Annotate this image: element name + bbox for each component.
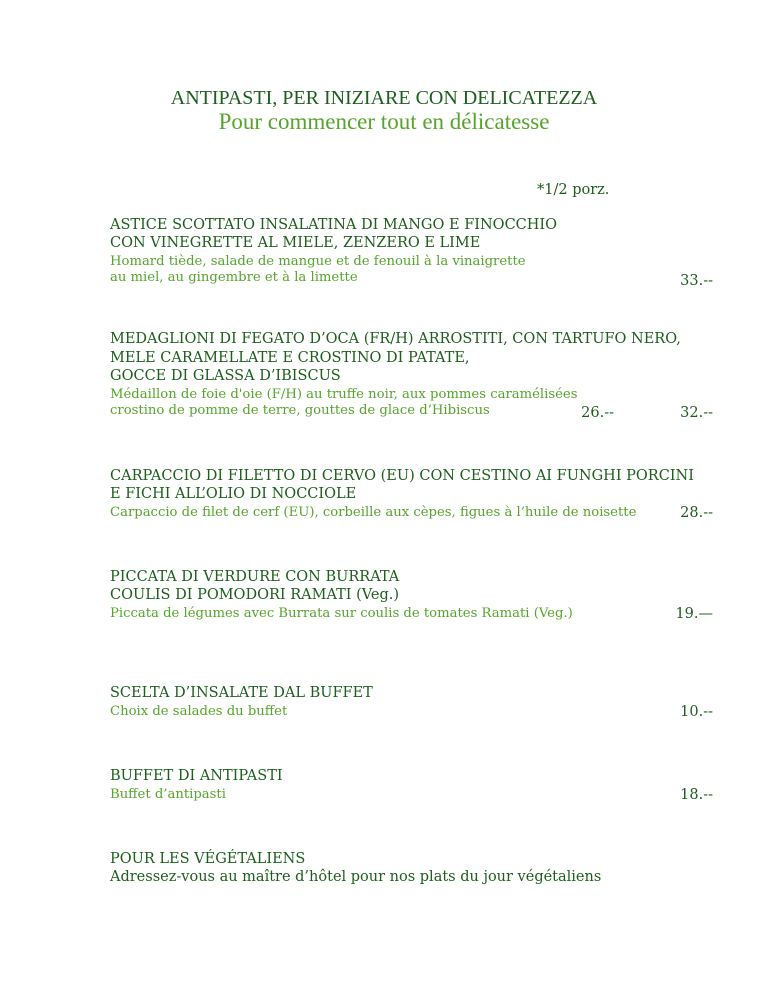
item-name: SCELTA D’INSALATE DAL BUFFET bbox=[110, 685, 373, 701]
item-name: PICCATA DI VERDURE CON BURRATA bbox=[110, 569, 400, 585]
page-title: ANTIPASTI, PER INIZIARE CON DELICATEZZA bbox=[170, 87, 598, 109]
item-price: 33.-- bbox=[680, 273, 713, 289]
page-subtitle: Pour commencer tout en délicatesse bbox=[218, 109, 550, 134]
item-price: 19.— bbox=[675, 606, 713, 622]
vegan-title: POUR LES VÉGÉTALIENS bbox=[110, 851, 306, 867]
item-description: Carpaccio de filet de cerf (EU), corbeille aux cèpes, figues à l’huile de noisette bbox=[110, 505, 637, 520]
item-description: Choix de salades du buffet bbox=[110, 704, 288, 719]
vegan-text: Adressez-vous au maître d’hôtel pour nos plats du jour végétaliens bbox=[110, 869, 602, 885]
item-description: crostino de pomme de terre, gouttes de glace d’Hibiscus bbox=[110, 403, 490, 418]
item-price: 10.-- bbox=[680, 704, 713, 720]
item-description: Piccata de légumes avec Burrata sur coulis de tomates Ramati (Veg.) bbox=[110, 606, 573, 621]
item-name: CON VINEGRETTE AL MIELE, ZENZERO E LIME bbox=[110, 235, 481, 251]
item-name: CARPACCIO DI FILETTO DI CERVO (EU) CON CESTINO AI FUNGHI PORCINI bbox=[110, 468, 694, 484]
item-description: Homard tiède, salade de mangue et de fenouil à la vinaigrette bbox=[110, 254, 526, 269]
item-name: ASTICE SCOTTATO INSALATINA DI MANGO E FINOCCHIO bbox=[110, 217, 558, 233]
item-description: Médaillon de foie d'oie (F/H) au truffe noir, aux pommes caramélisées bbox=[110, 387, 578, 402]
item-name: MELE CARAMELLATE E CROSTINO DI PATATE, bbox=[110, 350, 470, 366]
item-description: Buffet d’antipasti bbox=[110, 787, 226, 802]
item-price: 18.-- bbox=[680, 787, 713, 803]
item-description: au miel, au gingembre et à la limette bbox=[110, 270, 358, 285]
item-half-price: 26.-- bbox=[581, 405, 614, 421]
item-name: BUFFET DI ANTIPASTI bbox=[110, 768, 283, 784]
item-name: COULIS DI POMODORI RAMATI (Veg.) bbox=[110, 587, 400, 603]
item-price: 32.-- bbox=[680, 405, 713, 421]
item-name: GOCCE DI GLASSA D’IBISCUS bbox=[110, 368, 341, 384]
half-portion-note: *1/2 porz. bbox=[537, 182, 610, 198]
item-name: E FICHI ALL’OLIO DI NOCCIOLE bbox=[110, 486, 357, 502]
item-name: MEDAGLIONI DI FEGATO D’OCA (FR/H) ARROSTITI, CON TARTUFO NERO, bbox=[110, 331, 681, 347]
item-price: 28.-- bbox=[680, 505, 713, 521]
